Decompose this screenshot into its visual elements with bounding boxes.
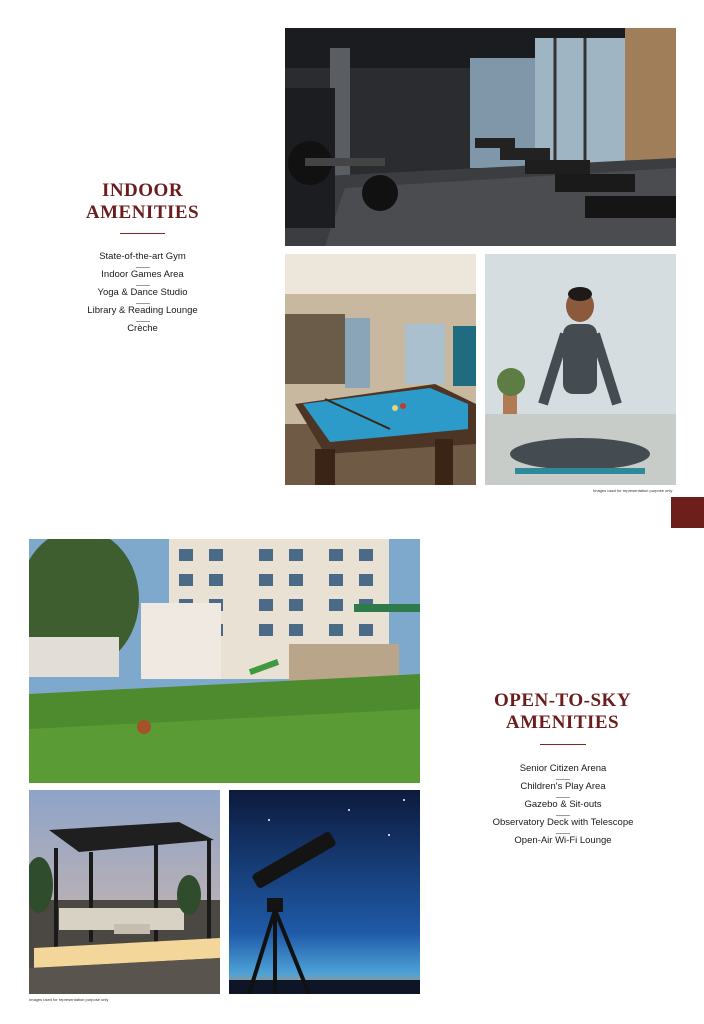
outdoor-divider (540, 744, 586, 745)
list-item: Library & Reading Lounge (60, 303, 225, 321)
list-item: Indoor Games Area (60, 267, 225, 285)
list-item: Yoga & Dance Studio (60, 285, 225, 303)
list-item: Open-Air Wi-Fi Lounge (478, 833, 648, 851)
list-item: State-of-the-art Gym (99, 251, 186, 262)
list-item: Children's Play Area (478, 779, 648, 797)
telescope-photo (229, 790, 420, 994)
list-item: Observatory Deck with Telescope (478, 815, 648, 833)
outdoor-list (478, 761, 648, 851)
gazebo-photo (29, 790, 220, 994)
outdoor-disclaimer: Images used for representation purpose only (29, 997, 109, 1002)
outdoor-title-line1: OPEN-TO-SKY (493, 690, 632, 711)
outdoor-title (484, 690, 641, 734)
gym-photo (285, 28, 676, 246)
list-item: Senior Citizen Arena (519, 763, 607, 774)
indoor-divider (120, 233, 165, 234)
indoor-list (60, 249, 225, 339)
outdoor-title-line2: AMENITIES (505, 712, 620, 733)
yoga-photo (485, 254, 676, 485)
indoor-disclaimer: Images used for representation purpose only (593, 488, 673, 493)
playground-photo (29, 539, 420, 783)
list-item: Gazebo & Sit-outs (478, 797, 648, 815)
list-item: Crèche (60, 321, 225, 339)
indoor-title-line2: AMENITIES (85, 202, 200, 223)
page-tab (671, 497, 704, 528)
billiards-photo (285, 254, 476, 485)
indoor-title-line1: INDOOR (101, 180, 184, 201)
indoor-title (70, 180, 215, 224)
